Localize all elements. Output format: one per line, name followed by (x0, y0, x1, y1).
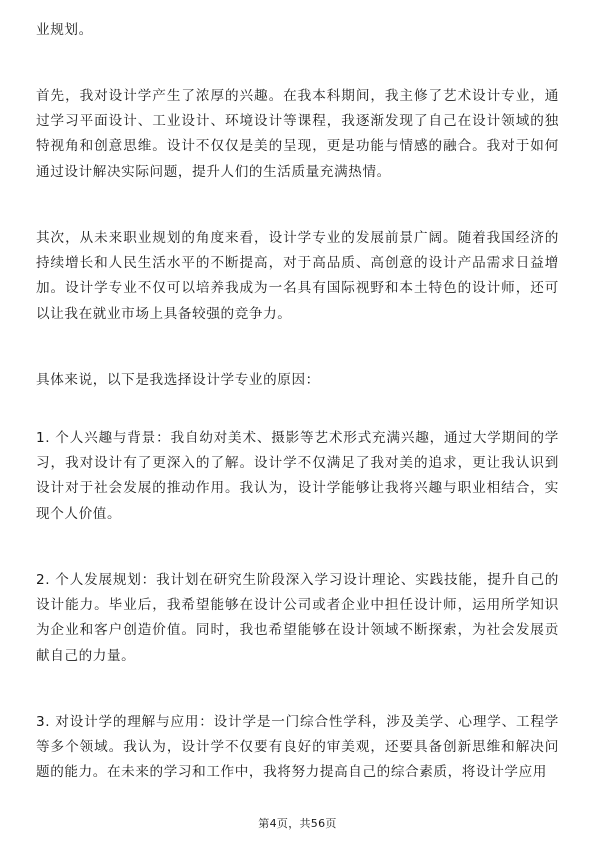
paragraph-interest: 首先，我对设计学产生了浓厚的兴趣。在我本科期间，我主修了艺术设计专业，通过学习平面设计、工业设计、环境设计等课程，我逐渐发现了自己在设计领域的独特视角和创意思维。设计不仅仅是美的呈现，更是功能与情感的融合。我对于如何通过设计解决实际问题，提升人们的生活质量充满热情。 (36, 88, 559, 180)
paragraph-continuation: 业规划。 (36, 22, 93, 38)
list-item-development-plan: 2. 个人发展规划：我计划在研究生阶段深入学习设计理论、实践技能，提升自己的设计能力。毕业后，我希望能够在设计公司或者企业中担任设计师，运用所学知识为企业和客户创造价值。同时，我也希望能够在设计领域不断探索，为社会发展贡献自己的力量。 (36, 572, 559, 664)
paragraph-career-outlook: 其次，从未来职业规划的角度来看，设计学专业的发展前景广阔。随着我国经济的持续增长和人民生活水平的不断提高，对于高品质、高创意的设计产品需求日益增加。设计学专业不仅可以培养我成为一名具有国际视野和本土特色的设计师，还可以让我在就业市场上具备较强的竞争力。 (36, 230, 559, 322)
paragraph-reasons-intro: 具体来说，以下是我选择设计学专业的原因： (36, 372, 320, 388)
list-item-personal-interest: 1. 个人兴趣与背景：我自幼对美术、摄影等艺术形式充满兴趣，通过大学期间的学习，我对设计有了更深入的了解。设计学不仅满足了我对美的追求，更让我认识到设计对于社会发展的推动作用。我认为，设计学能够让我将兴趣与职业相结合，实现个人价值。 (36, 430, 559, 522)
list-item-understanding: 3. 对设计学的理解与应用：设计学是一门综合性学科，涉及美学、心理学、工程学等多个领域。我认为，设计学不仅要有良好的审美观，还要具备创新思维和解决问题的能力。在未来的学习和工作中，我将努力提高自己的综合素质，将设计学应用 (36, 714, 559, 781)
page-number-footer: 第4页，共56页 (258, 817, 337, 830)
